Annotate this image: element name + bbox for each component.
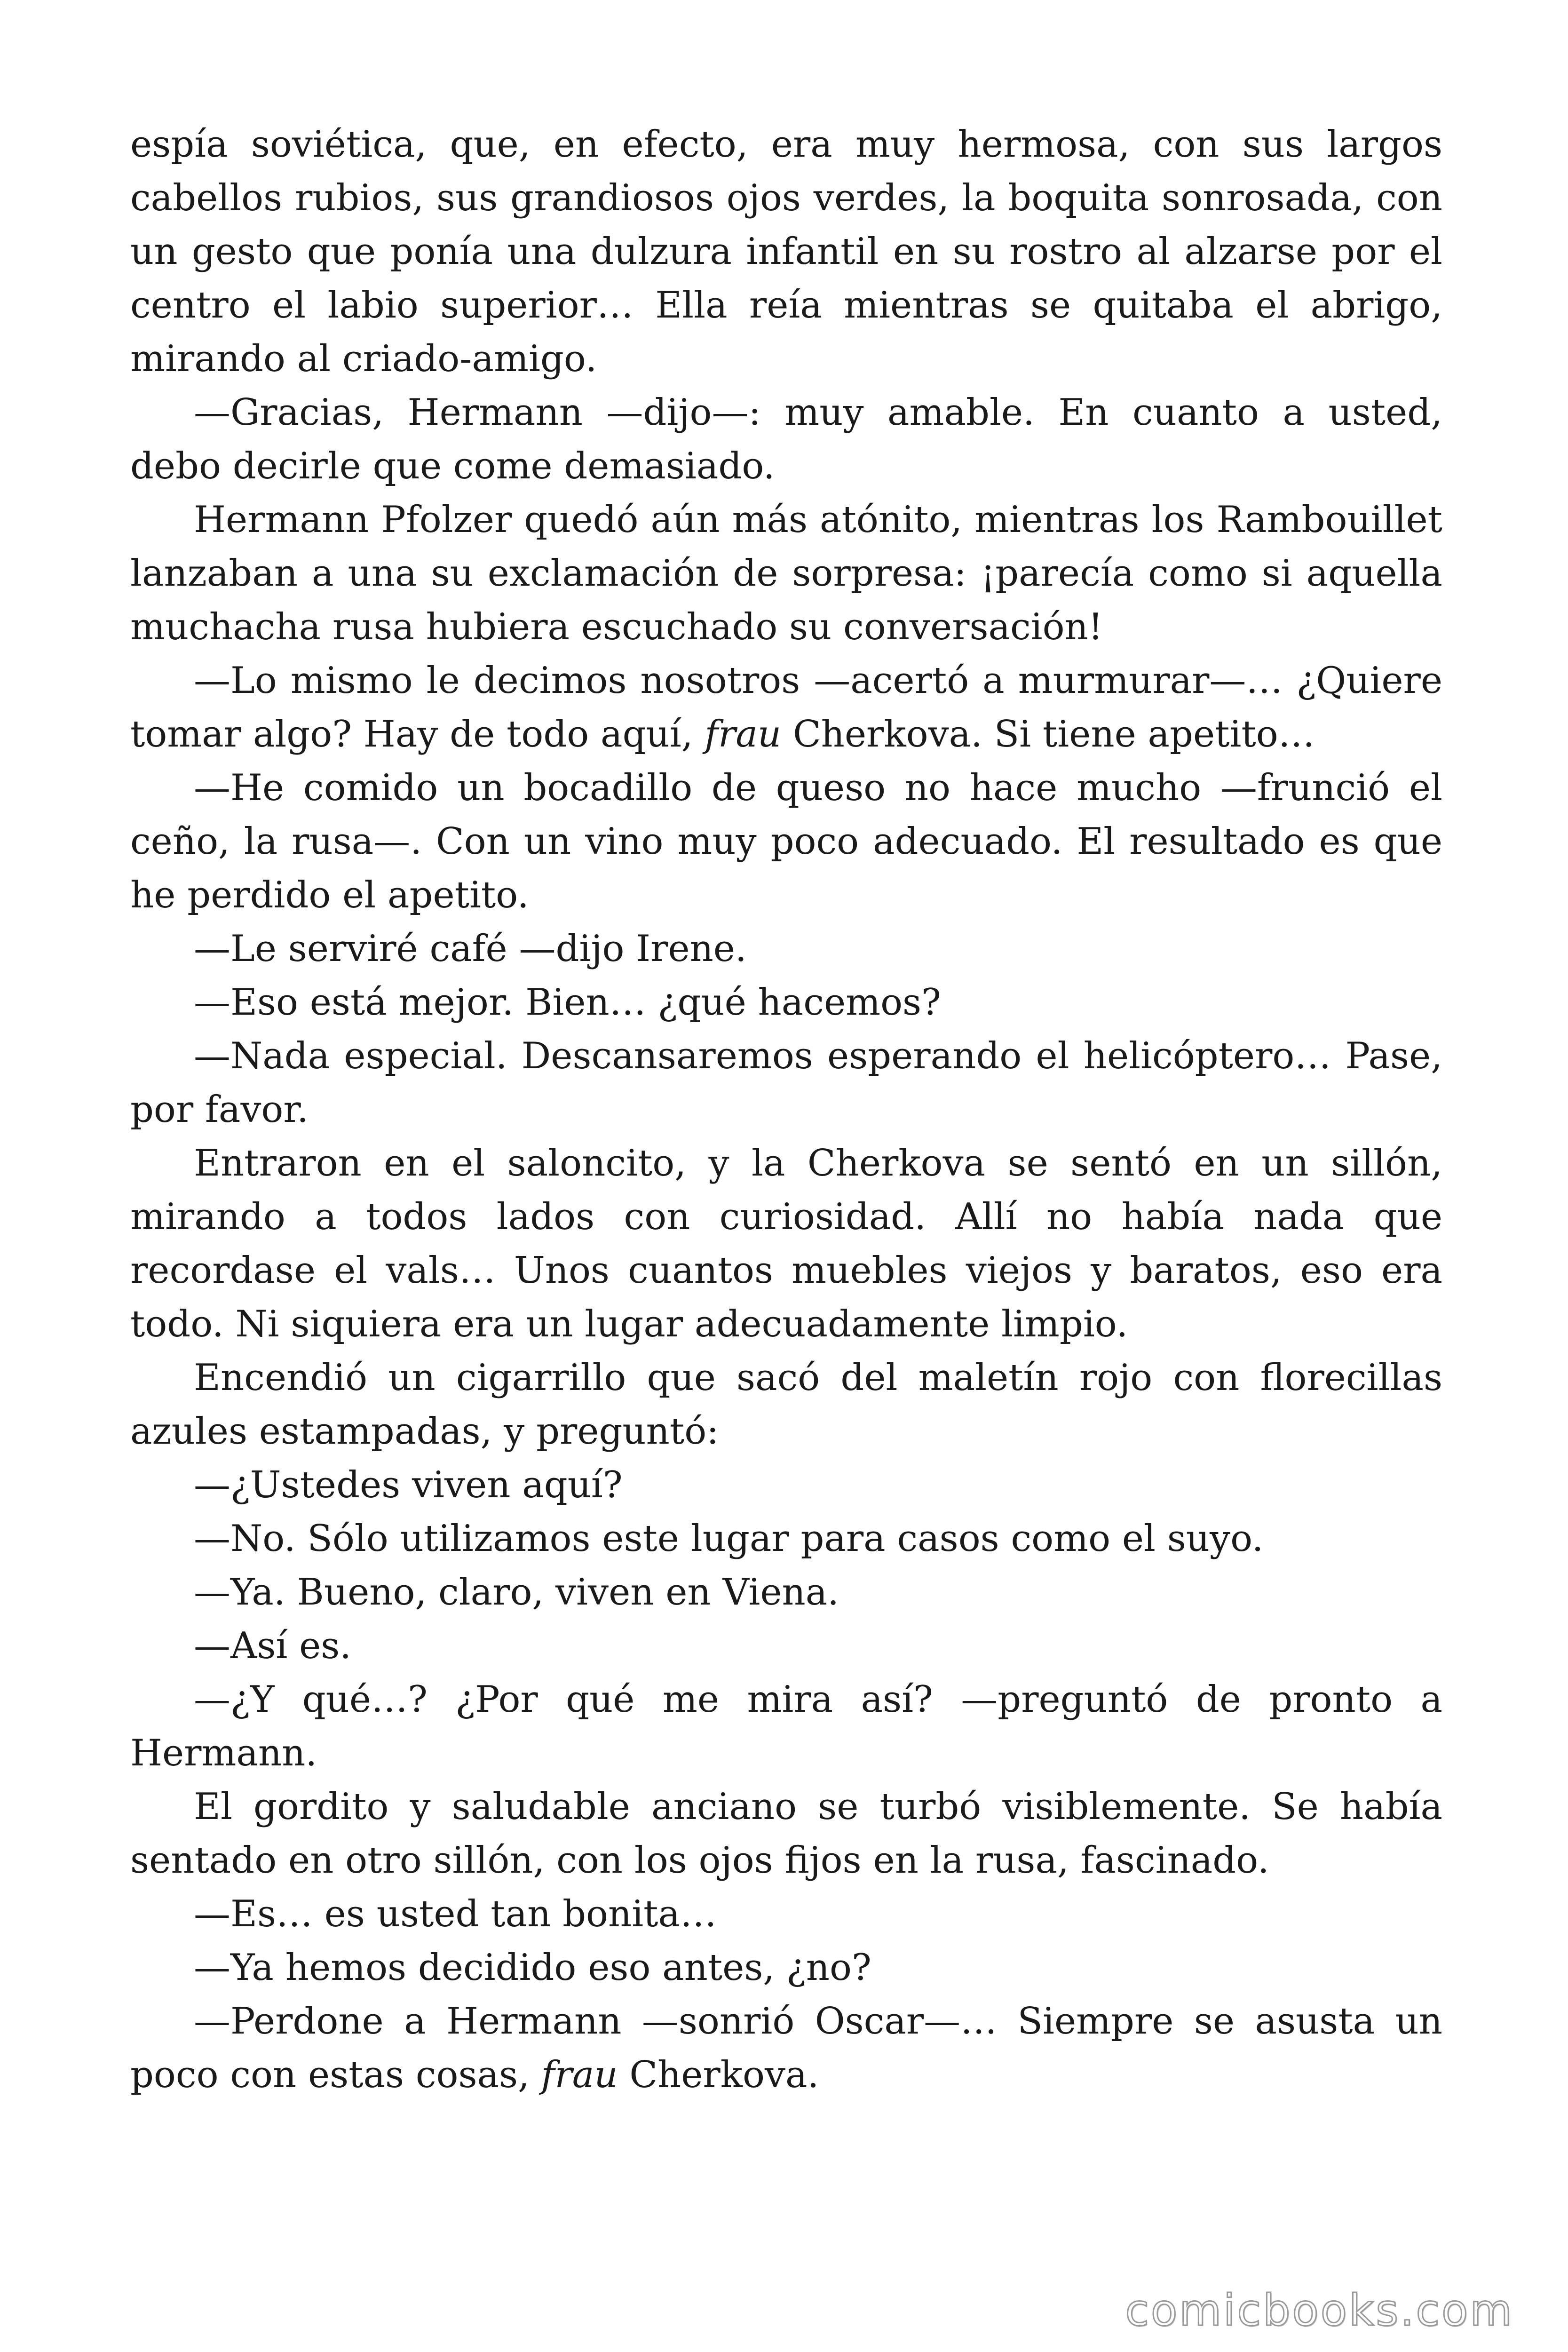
paragraph: El gordito y saludable anciano se turbó visiblemente. Se había sentado en otro sillón, con los ojos fijos en la rusa, fascinado.	[130, 1786, 1442, 1882]
body-text	[130, 118, 1442, 2102]
paragraph: —¿Y qué…? ¿Por qué me mira así? —preguntó de pronto a Hermann.	[130, 1678, 1442, 1774]
paragraph: Encendió un cigarrillo que sacó del maletín rojo con florecillas azules estampadas, y preguntó:	[130, 1357, 1442, 1453]
paragraph: —¿Ustedes viven aquí?	[194, 1464, 623, 1506]
paragraph: —Así es.	[194, 1625, 352, 1667]
paragraph: —He comido un bocadillo de queso no hace mucho —frunció el ceño, la rusa—. Con un vino muy poco adecuado. El resultado es que he perdido el apetito.	[130, 767, 1442, 916]
watermark: comicbooks.com	[1125, 2285, 1514, 2336]
paragraph: Entraron en el saloncito, y la Cherkova se sentó en un sillón, mirando a todos lados con curiosidad. Allí no había nada que recordase el vals… Unos cuantos muebles viejos y baratos, eso era todo. Ni siquiera era un lugar adecuadamente limpio.	[130, 1142, 1442, 1345]
paragraph: —Ya. Bueno, claro, viven en Viena.	[194, 1571, 839, 1613]
paragraph: Hermann Pfolzer quedó aún más atónito, mientras los Rambouillet lanzaban a una su exclamación de sorpresa: ¡parecía como si aquella muchacha rusa hubiera escuchado su conversación!	[130, 499, 1442, 648]
italic-word: frau	[705, 713, 782, 755]
paragraph: espía soviética, que, en efecto, era muy hermosa, con sus largos cabellos rubios, sus grandiosos ojos verdes, la boquita sonrosada, con un gesto que ponía una dulzura infantil en su rostro al alzarse por el centro el labio superior… Ella reía mientras se quitaba el abrigo, mirando al criado-amigo.	[130, 123, 1442, 380]
paragraph: —Nada especial. Descansaremos esperando el helicóptero… Pase, por favor.	[130, 1035, 1442, 1131]
paragraph: —Le serviré café —dijo Irene.	[194, 928, 747, 970]
paragraph: —Eso está mejor. Bien… ¿qué hacemos?	[194, 981, 941, 1024]
paragraph: —Es… es usted tan bonita…	[194, 1893, 717, 1935]
italic-word: frau	[541, 2054, 618, 2096]
paragraph: —Lo mismo le decimos nosotros —acertó a murmurar—… ¿Quiere tomar algo? Hay de todo aquí, frau Cherkova. Si tiene apetito…	[130, 660, 1442, 755]
paragraph: —Perdone a Hermann —sonrió Oscar—… Siempre se asusta un poco con estas cosas, frau Cherkova.	[130, 2000, 1442, 2096]
paragraph: —Gracias, Hermann —dijo—: muy amable. En cuanto a usted, debo decirle que come demasiado.	[130, 391, 1442, 487]
paragraph: —Ya hemos decidido eso antes, ¿no?	[194, 1947, 871, 1989]
paragraph: —No. Sólo utilizamos este lugar para casos como el suyo.	[194, 1518, 1264, 1560]
